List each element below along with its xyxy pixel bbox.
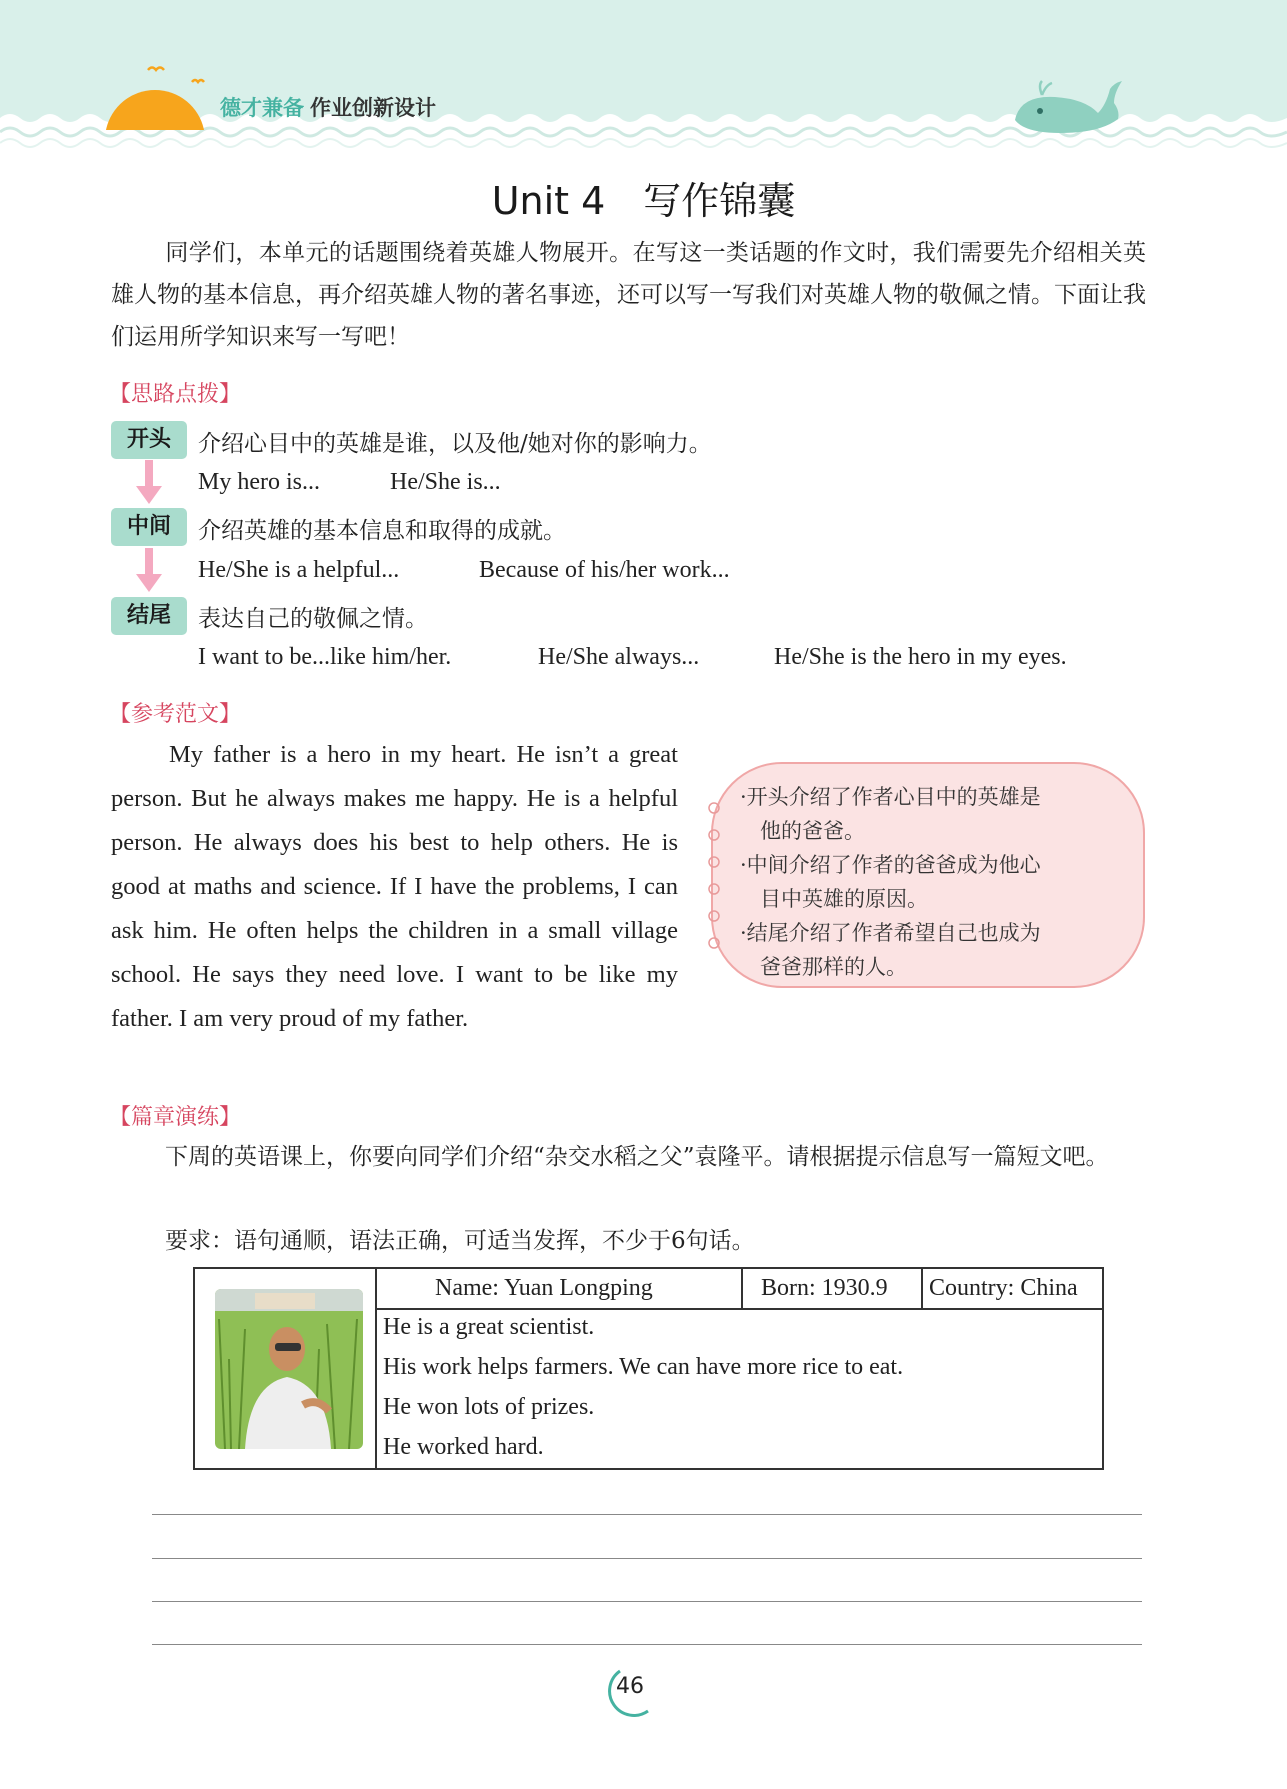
note-line: 目中英雄的原因。 bbox=[760, 887, 928, 911]
sun-icon bbox=[100, 60, 210, 130]
outline-tag-ending: 结尾 bbox=[111, 597, 187, 635]
info-fact: His work helps farmers. We can have more rice to eat. bbox=[383, 1354, 904, 1380]
info-table bbox=[193, 1267, 1104, 1470]
note-line: 爸爸那样的人。 bbox=[760, 955, 907, 979]
outline-phrase: Because of his/her work... bbox=[479, 557, 730, 583]
outline-desc-opening: 介绍心目中的英雄是谁，以及他/她对你的影响力。 bbox=[198, 431, 712, 457]
brand-text: 作业创新设计 bbox=[310, 96, 436, 120]
portrait-photo bbox=[215, 1289, 363, 1449]
outline-phrase: He/She is... bbox=[390, 469, 501, 495]
practice-prompt bbox=[111, 1136, 1146, 1178]
note-line: ·开头介绍了作者心目中的英雄是 bbox=[740, 785, 1041, 809]
writing-line[interactable] bbox=[152, 1558, 1142, 1559]
writing-line[interactable] bbox=[152, 1644, 1142, 1645]
writing-line[interactable] bbox=[152, 1601, 1142, 1602]
info-fact: He won lots of prizes. bbox=[383, 1394, 595, 1420]
brand-highlight: 德才兼备 bbox=[220, 96, 304, 120]
practice-prompt-text: 下周的英语课上，你要向同学们介绍“杂交水稻之父”袁隆平。请根据提示信息写一篇短文吧。 bbox=[165, 1144, 1109, 1170]
down-arrow-icon bbox=[134, 548, 164, 594]
whale-icon bbox=[1010, 75, 1125, 135]
outline-tag-middle: 中间 bbox=[111, 508, 187, 546]
section-practice-heading: 【篇章演练】 bbox=[109, 1105, 242, 1130]
info-fact: He is a great scientist. bbox=[383, 1314, 595, 1340]
note-line: ·结尾介绍了作者希望自己也成为 bbox=[740, 921, 1041, 945]
sample-essay bbox=[111, 733, 678, 1041]
info-fact: He worked hard. bbox=[383, 1434, 544, 1460]
outline-tag-opening: 开头 bbox=[111, 421, 187, 459]
intro-paragraph bbox=[111, 232, 1146, 358]
info-name: Name: Yuan Longping bbox=[435, 1275, 653, 1301]
outline-phrase: He/She is a helpful... bbox=[198, 557, 400, 583]
outline-phrase: I want to be...like him/her. bbox=[198, 644, 452, 670]
sample-essay-text: My father is a hero in my heart. He isn’t a great person. But he always makes me happy. He is a helpful person. He always does his best to help others. He is good at maths and science. If I have the problems, I can ask him. He often helps the children in a small village school. He says they need love. I want to be like my father. I am very proud of my father. bbox=[111, 741, 678, 1032]
practice-requirement bbox=[111, 1220, 1146, 1262]
writing-line[interactable] bbox=[152, 1514, 1142, 1515]
note-line: 他的爸爸。 bbox=[760, 819, 865, 843]
intro-text: 同学们，本单元的话题围绕着英雄人物展开。在写这一类话题的作文时，我们需要先介绍相关英雄人物的基本信息，再介绍英雄人物的著名事迹，还可以写一写我们对英雄人物的敬佩之情。下面让我们运用所学知识来写一写吧！ bbox=[111, 240, 1146, 350]
brand-title bbox=[220, 92, 436, 122]
info-country: Country: China bbox=[929, 1275, 1078, 1301]
section-outline-heading: 【思路点拨】 bbox=[109, 382, 242, 407]
outline-desc-middle: 介绍英雄的基本信息和取得的成就。 bbox=[198, 518, 566, 544]
practice-requirement-text: 要求：语句通顺，语法正确，可适当发挥，不少于6句话。 bbox=[165, 1228, 755, 1254]
outline-desc-ending: 表达自己的敬佩之情。 bbox=[198, 606, 428, 632]
outline-phrase: He/She is the hero in my eyes. bbox=[774, 644, 1067, 670]
outline-phrase: He/She always... bbox=[538, 644, 700, 670]
note-line: ·中间介绍了作者的爸爸成为他心 bbox=[740, 853, 1041, 877]
down-arrow-icon bbox=[134, 460, 164, 506]
section-sample-heading: 【参考范文】 bbox=[109, 702, 242, 727]
outline-phrase: My hero is... bbox=[198, 469, 320, 495]
info-born: Born: 1930.9 bbox=[761, 1275, 888, 1301]
page-title: Unit 4 写作锦囊 bbox=[491, 179, 796, 223]
page-number: 46 bbox=[616, 1674, 644, 1699]
